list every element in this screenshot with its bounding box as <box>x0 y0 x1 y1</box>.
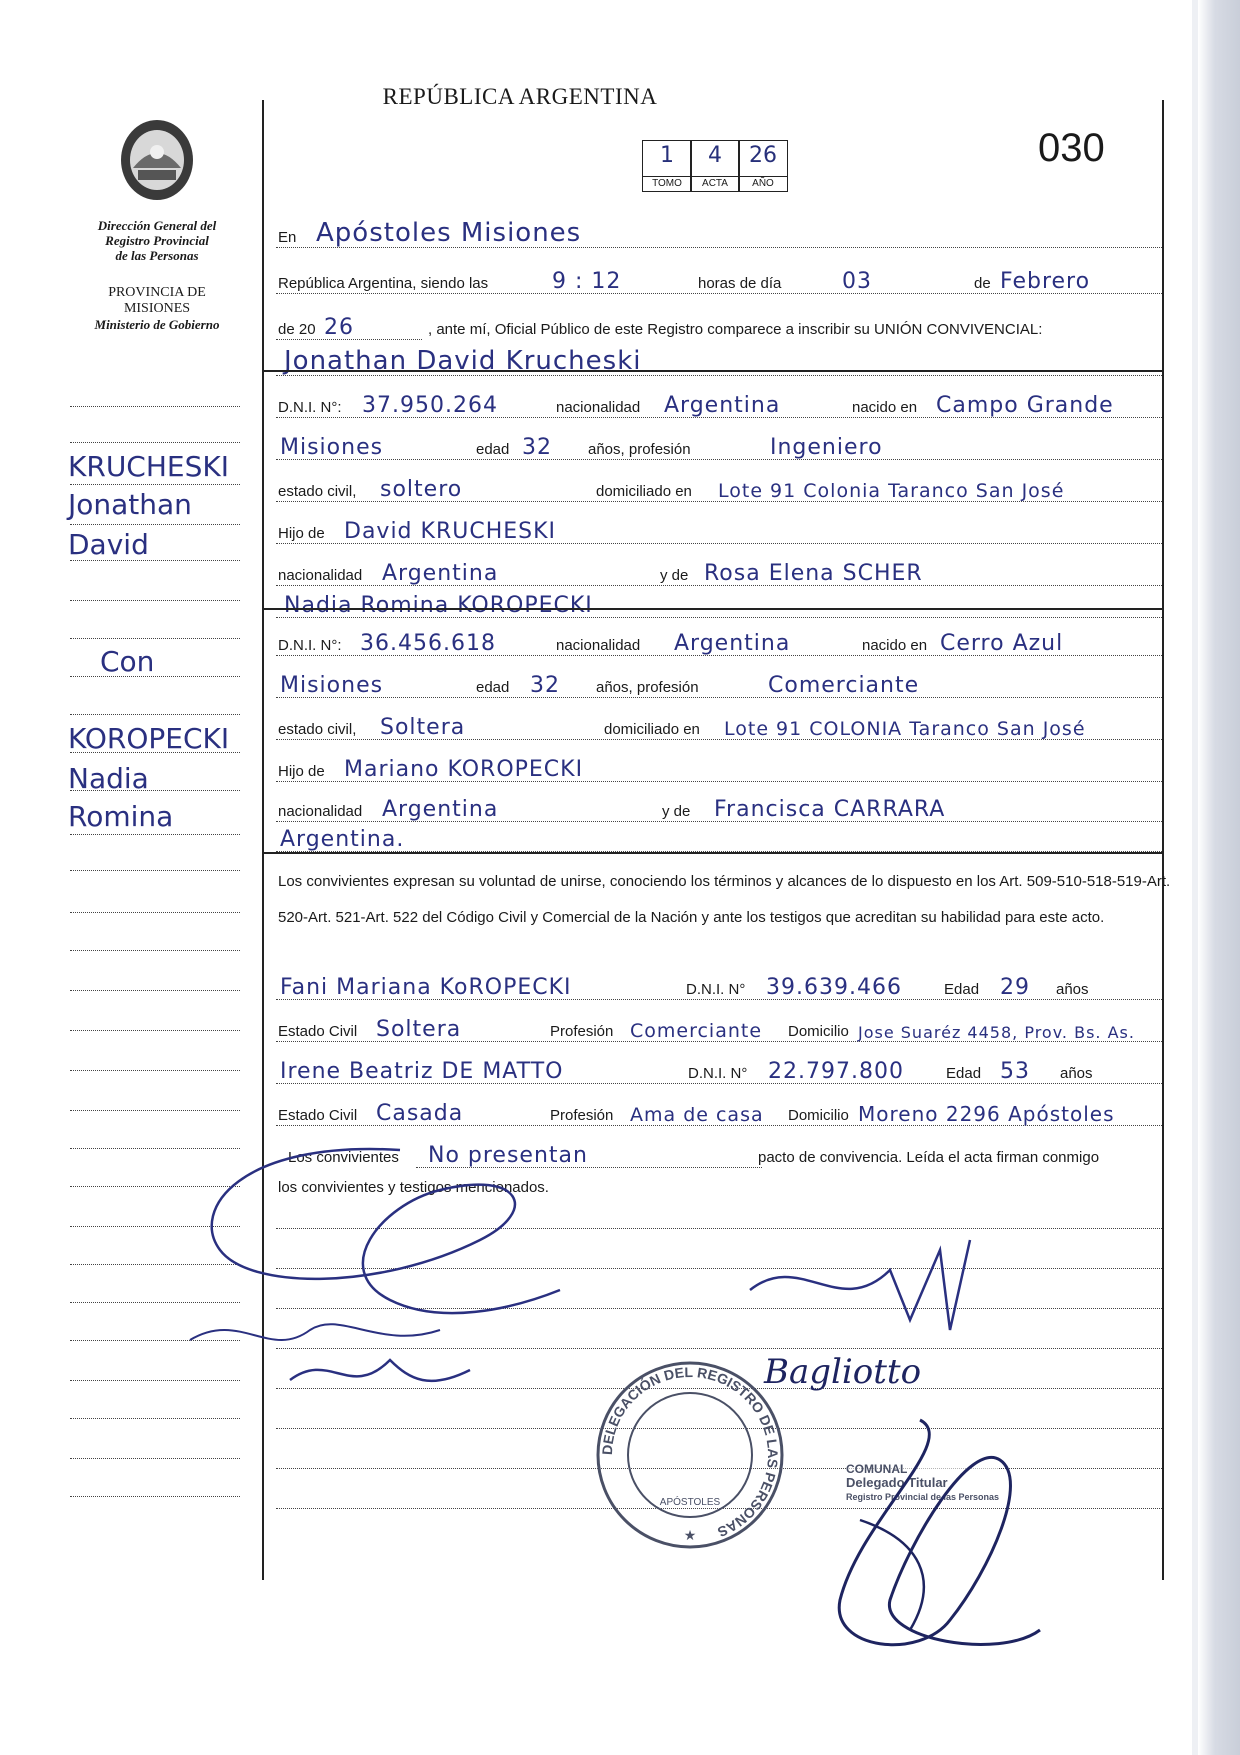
value-prov1: Misiones <box>280 435 384 460</box>
label-nacido1: nacido en <box>852 399 918 416</box>
ano-box <box>738 140 788 192</box>
row-testigo1-datos <box>276 1006 1162 1048</box>
label-yde2: y de <box>662 803 691 820</box>
closing-text: los convivientes y testigos mencionados. <box>278 1179 549 1196</box>
value-testigo1-civil: Soltera <box>376 1017 462 1042</box>
value-testigo2-nombre: Irene Beatriz DE MATTO <box>280 1059 564 1084</box>
value-madre1: Rosa Elena SCHER <box>704 561 923 586</box>
tomo-value: 1 <box>660 143 674 168</box>
office-line1: Dirección General del <box>97 218 217 233</box>
label-de20: de 20 <box>278 321 316 338</box>
value-nac1: Argentina <box>664 393 781 418</box>
row-testigo2-datos <box>276 1090 1162 1132</box>
margin-dotted-line <box>70 676 240 677</box>
value-testigo2-dni: 22.797.800 <box>768 1059 904 1084</box>
margin-dotted-line <box>70 1458 240 1459</box>
registry-seal-stamp <box>590 1355 790 1555</box>
acta-box <box>690 140 740 192</box>
value-nacpadre1: Argentina <box>382 561 499 586</box>
separator-3 <box>264 852 1162 854</box>
margin-dotted-line <box>70 638 240 639</box>
label-republica: República Argentina, siendo las <box>278 275 489 292</box>
value-dni1: 37.950.264 <box>362 393 498 418</box>
margin-dotted-line <box>70 442 240 443</box>
official-signature-name: Bagliotto <box>764 1352 922 1392</box>
margin-dotted-line <box>70 600 240 601</box>
ministry: Ministerio de Gobierno <box>94 317 220 332</box>
label-hijo2: Hijo de <box>278 763 325 780</box>
separator-2 <box>264 608 1162 610</box>
province-block <box>62 285 252 333</box>
label-nacpadre2: nacionalidad <box>278 803 363 820</box>
margin-dotted-line <box>70 1418 240 1419</box>
act-number: 030 <box>1038 126 1105 170</box>
row-padre1 <box>276 508 1162 550</box>
value-testigo1-dom: Jose Suaréz 4458, Prov. Bs. As. <box>858 1023 1135 1042</box>
label-yde1: y de <box>660 567 689 584</box>
label-horas-dia: horas de día <box>698 275 782 292</box>
label-testigo2-prof: Profesión <box>550 1107 614 1124</box>
value-nacido2: Cerro Azul <box>940 631 1064 656</box>
official-line3: Registro Provincial de las Personas <box>846 1492 1000 1502</box>
row-nombre1 <box>276 340 1162 382</box>
row-dni2 <box>276 620 1162 662</box>
row-dni1 <box>276 382 1162 424</box>
label-nac1: nacionalidad <box>556 399 641 416</box>
label-testigo1-anos: años <box>1056 981 1089 998</box>
margin-dotted-line <box>70 834 240 835</box>
margin-dotted-line <box>70 950 240 951</box>
label-civil1: estado civil, <box>278 483 357 500</box>
label-en: En <box>278 229 297 246</box>
value-testigo1-dni: 39.639.466 <box>766 975 902 1000</box>
margin-dotted-line <box>70 1070 240 1071</box>
margin-dotted-line <box>70 870 240 871</box>
value-nombre1: Jonathan David Krucheski <box>284 346 642 376</box>
label-testigo1-civil: Estado Civil <box>278 1023 358 1040</box>
value-edad2: 32 <box>530 673 560 698</box>
value-testigo2-edad: 53 <box>1000 1059 1030 1084</box>
row-testigo1 <box>276 964 1162 1006</box>
label-edad2: edad <box>476 679 510 696</box>
value-testigo1-prof: Comerciante <box>630 1020 763 1042</box>
row-civil2 <box>276 704 1162 746</box>
value-dom1: Lote 91 Colonia Taranco San José <box>718 480 1065 502</box>
row-nombre2 <box>276 582 1162 624</box>
value-madre2: Francisca CARRARA <box>714 797 946 822</box>
value-dom2: Lote 91 COLONIA Taranco San José <box>724 718 1086 740</box>
value-prof1: Ingeniero <box>770 435 883 460</box>
value-testigo1-nombre: Fani Mariana KoROPECKI <box>280 975 572 1000</box>
margin-surname-2: KOROPECKI <box>68 722 230 755</box>
margin-name-2: David <box>68 528 149 561</box>
label-prof1: años, profesión <box>588 441 691 458</box>
margin-dotted-line <box>70 406 240 407</box>
province-line1: PROVINCIA DE <box>108 285 206 300</box>
value-testigo2-civil: Casada <box>376 1101 464 1126</box>
row-civil1 <box>276 466 1162 508</box>
label-dom2: domiciliado en <box>604 721 700 738</box>
country-header: REPÚBLICA ARGENTINA <box>382 84 658 109</box>
value-testigo2-dom: Moreno 2296 Apóstoles <box>858 1102 1115 1126</box>
value-nacpadre2: Argentina <box>382 797 499 822</box>
label-dni1: D.N.I. N°: <box>278 399 342 416</box>
province-line2: MISIONES <box>123 301 191 316</box>
label-pacto: pacto de convivencia. Leída el acta firman conmigo <box>758 1149 1100 1166</box>
label-testigo1-dni: D.N.I. N° <box>686 981 746 998</box>
label-nacpadre1: nacionalidad <box>278 567 363 584</box>
label-comparece: , ante mí, Oficial Público de este Registro comparece a inscribir su UNIÓN CONVIVENCIAL: <box>428 321 1043 338</box>
signature-official <box>800 1400 1060 1670</box>
tomo-box <box>642 140 692 192</box>
separator-1 <box>264 370 1162 372</box>
label-de: de <box>974 275 991 292</box>
page-edge <box>1198 0 1240 1755</box>
label-testigo2-edad: Edad <box>946 1065 982 1082</box>
value-prov2: Misiones <box>280 673 384 698</box>
label-nac2: nacionalidad <box>556 637 641 654</box>
label-testigo2-dom: Domicilio <box>788 1107 849 1124</box>
right-margin-rule <box>1162 100 1164 1580</box>
misiones-crest-icon <box>118 118 196 202</box>
margin-con: Con <box>100 645 155 678</box>
label-testigo1-edad: Edad <box>944 981 980 998</box>
value-nacido1: Campo Grande <box>936 393 1114 418</box>
label-testigo2-civil: Estado Civil <box>278 1107 358 1124</box>
value-edad1: 32 <box>522 435 552 460</box>
label-dom1: domiciliado en <box>596 483 692 500</box>
label-testigo2-dni: D.N.I. N° <box>688 1065 748 1082</box>
row-hora <box>276 258 1162 300</box>
margin-dotted-line <box>70 1030 240 1031</box>
signature-conviviente-2 <box>740 1230 980 1340</box>
label-testigo2-anos: años <box>1060 1065 1093 1082</box>
margin-dotted-line <box>70 524 240 525</box>
seal-star-icon: ★ <box>683 1527 697 1543</box>
row-testigo2 <box>276 1048 1162 1090</box>
row-lugar <box>276 212 1162 254</box>
row-edad2 <box>276 662 1162 704</box>
seal-sub-text: APÓSTOLES <box>659 1497 721 1508</box>
margin-dotted-line <box>70 912 240 913</box>
margin-dotted-line <box>70 484 240 485</box>
seal-ring-text: DELEGACIÓN DEL REGISTRO DE LAS PERSONAS <box>598 1363 782 1541</box>
value-nacmadre2: Argentina. <box>280 827 405 852</box>
office-line3: de las Personas <box>115 248 199 263</box>
value-padre1: David KRUCHESKI <box>344 519 557 544</box>
value-dni2: 36.456.618 <box>360 631 496 656</box>
row-padre2 <box>276 746 1162 788</box>
ano-label: AÑO <box>739 176 787 191</box>
margin-dotted-line <box>70 714 240 715</box>
official-line2: Delegado Titular <box>846 1475 948 1490</box>
margin-name-1: Jonathan <box>68 488 192 521</box>
label-prof2: años, profesión <box>596 679 699 696</box>
tomo-label: TOMO <box>643 176 691 191</box>
declaration-text: Los convivientes expresan su voluntad de unirse, conociendo los términos y alcances de lo dispuesto en los Art. 509-510-518-519-Art. 520-Art. 521-Art. 522 del Código Civil y Comercial de la Nación y ante los testigos que acreditan su habilidad para este acto. <box>278 873 1171 926</box>
margin-dotted-line <box>70 1110 240 1111</box>
signature-testigo-1 <box>280 1340 480 1410</box>
acta-value: 4 <box>708 143 722 168</box>
label-dni2: D.N.I. N°: <box>278 637 342 654</box>
label-testigo1-prof: Profesión <box>550 1023 614 1040</box>
value-civil2: Soltera <box>380 715 466 740</box>
margin-surname-1: KRUCHESKI <box>68 450 229 483</box>
value-mes: Febrero <box>1000 269 1091 294</box>
value-dia: 03 <box>842 269 872 294</box>
value-anio: 26 <box>324 315 354 340</box>
label-los-convivientes: Los convivientes <box>288 1149 399 1166</box>
value-civil1: soltero <box>380 477 463 502</box>
ano-value: 26 <box>749 143 777 168</box>
label-edad1: edad <box>476 441 510 458</box>
label-testigo1-dom: Domicilio <box>788 1023 849 1040</box>
value-testigo2-prof: Ama de casa <box>630 1104 764 1126</box>
value-prof2: Comerciante <box>768 673 920 698</box>
margin-dotted-line <box>70 1496 240 1497</box>
value-hora: 9 : 12 <box>552 269 622 294</box>
value-lugar: Apóstoles Misiones <box>316 218 582 248</box>
acta-label: ACTA <box>691 176 739 191</box>
office-line2: Registro Provincial <box>105 233 209 248</box>
value-pacto: No presentan <box>428 1143 588 1168</box>
margin-name-4: Romina <box>68 800 174 833</box>
margin-dotted-line <box>70 990 240 991</box>
office-title <box>62 218 252 263</box>
value-testigo1-edad: 29 <box>1000 975 1030 1000</box>
value-padre2: Mariano KOROPECKI <box>344 757 584 782</box>
value-nombre2: Nadia Romina KOROPECKI <box>284 593 593 618</box>
value-nac2: Argentina <box>674 631 791 656</box>
official-line1: COMUNAL <box>846 1462 908 1476</box>
label-civil2: estado civil, <box>278 721 357 738</box>
margin-name-3: Nadia <box>68 762 149 795</box>
label-nacido2: nacido en <box>862 637 928 654</box>
row-edad1 <box>276 424 1162 466</box>
label-hijo1: Hijo de <box>278 525 325 542</box>
